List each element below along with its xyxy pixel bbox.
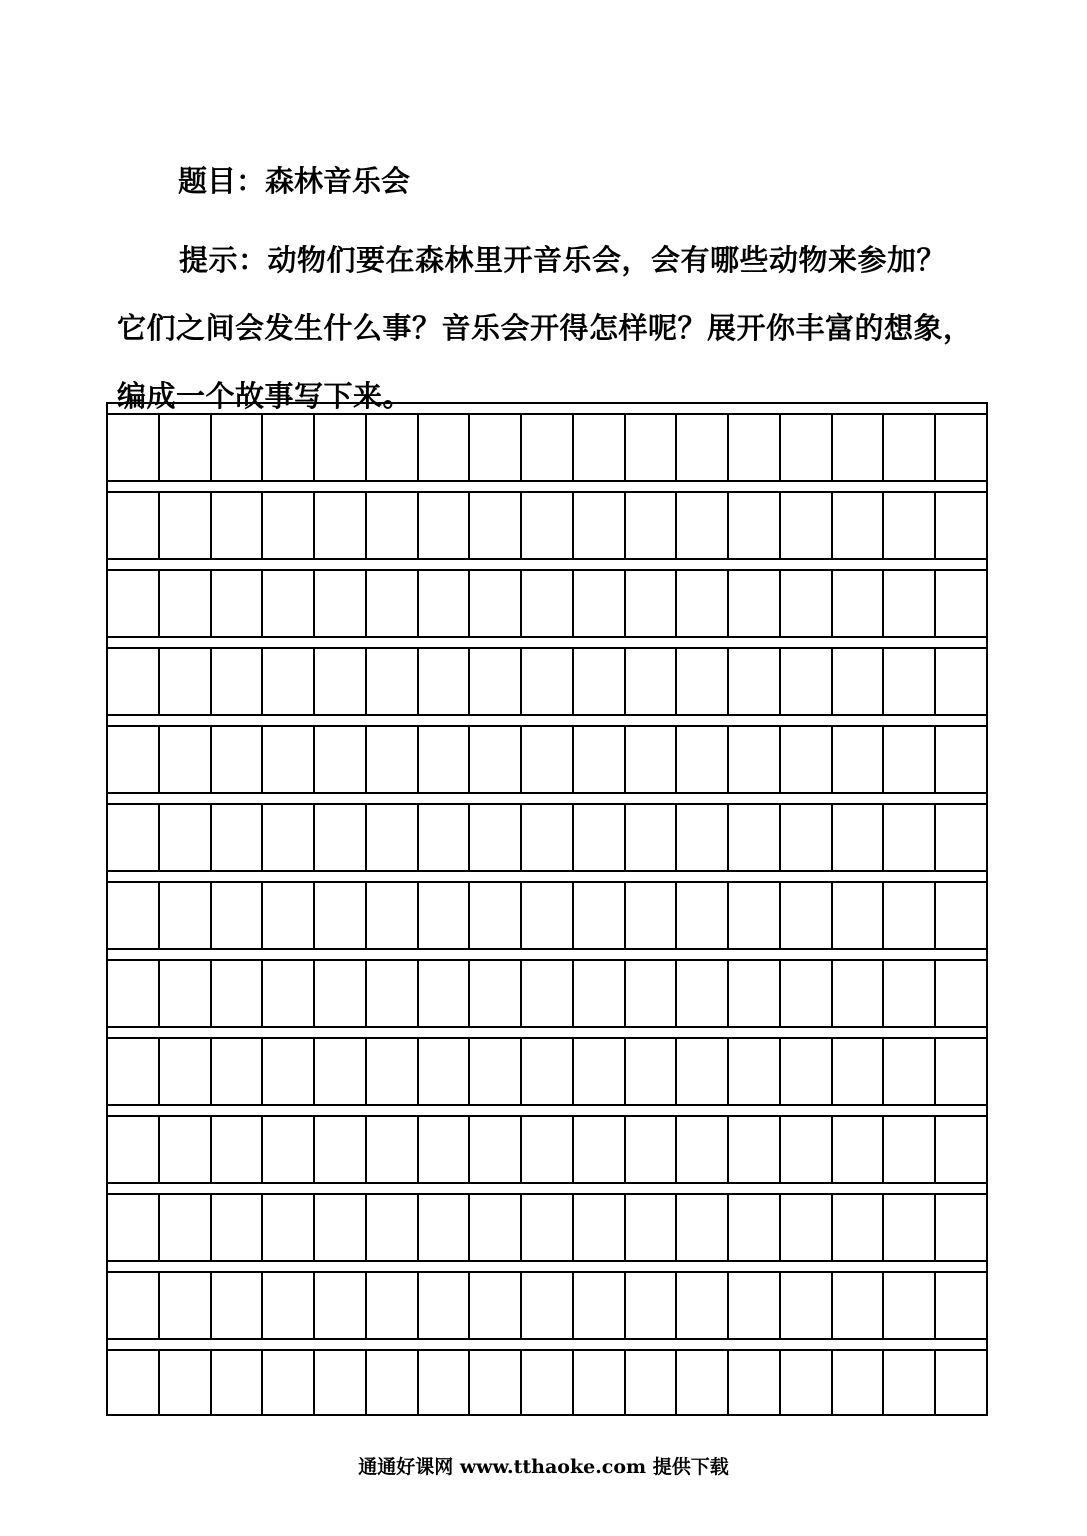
- writing-cell: [315, 1195, 367, 1260]
- grid-row-spacer: [108, 870, 986, 883]
- writing-cell: [626, 1351, 678, 1416]
- writing-cell: [315, 1351, 367, 1416]
- writing-cell: [574, 1351, 626, 1416]
- writing-cell: [884, 1351, 936, 1416]
- writing-cell: [936, 415, 986, 480]
- writing-cell: [315, 961, 367, 1026]
- writing-cell: [263, 415, 315, 480]
- writing-cell: [522, 883, 574, 948]
- writing-cell: [419, 961, 471, 1026]
- writing-cell: [626, 1195, 678, 1260]
- writing-cell: [729, 493, 781, 558]
- writing-cell: [781, 571, 833, 636]
- writing-cell: [419, 727, 471, 792]
- writing-cell: [419, 805, 471, 870]
- writing-cell: [884, 1273, 936, 1338]
- writing-cell: [212, 415, 264, 480]
- writing-cell: [315, 1039, 367, 1104]
- writing-cell: [263, 961, 315, 1026]
- writing-cell: [729, 805, 781, 870]
- writing-cell: [522, 961, 574, 1026]
- writing-cell: [160, 571, 212, 636]
- writing-cell: [367, 415, 419, 480]
- grid-row: [108, 870, 986, 948]
- writing-cell: [470, 493, 522, 558]
- writing-cell: [212, 1195, 264, 1260]
- writing-cell: [470, 415, 522, 480]
- writing-cell: [419, 493, 471, 558]
- writing-cell: [729, 415, 781, 480]
- writing-cell: [160, 493, 212, 558]
- grid-cells: [108, 883, 986, 948]
- writing-cell: [833, 571, 885, 636]
- writing-cell: [212, 1117, 264, 1182]
- writing-cell: [263, 805, 315, 870]
- writing-cell: [936, 805, 986, 870]
- writing-cell: [781, 1117, 833, 1182]
- writing-cell: [367, 805, 419, 870]
- writing-cell: [108, 805, 160, 870]
- essay-prompt: 提示：动物们要在森林里开音乐会，会有哪些动物来参加？它们之间会发生什么事？音乐会开得怎样呢？展开你丰富的想象，编成一个故事写下来。: [117, 243, 973, 413]
- writing-cell: [574, 493, 626, 558]
- writing-cell: [781, 961, 833, 1026]
- writing-cell: [574, 805, 626, 870]
- grid-row-spacer: [108, 1182, 986, 1195]
- writing-cell: [833, 649, 885, 714]
- writing-cell: [108, 1039, 160, 1104]
- grid-row-spacer: [108, 402, 986, 415]
- grid-cells: [108, 961, 986, 1026]
- writing-cell: [626, 727, 678, 792]
- writing-cell: [522, 1273, 574, 1338]
- writing-cell: [212, 1273, 264, 1338]
- writing-cell: [522, 571, 574, 636]
- writing-cell: [367, 883, 419, 948]
- writing-cell: [729, 1195, 781, 1260]
- writing-cell: [729, 571, 781, 636]
- writing-cell: [574, 1117, 626, 1182]
- grid-row: [108, 714, 986, 792]
- writing-cell: [470, 649, 522, 714]
- grid-row: [108, 1182, 986, 1260]
- writing-cell: [160, 1117, 212, 1182]
- writing-cell: [936, 649, 986, 714]
- writing-cell: [263, 1039, 315, 1104]
- writing-cell: [781, 1195, 833, 1260]
- writing-cell: [574, 1195, 626, 1260]
- writing-cell: [470, 571, 522, 636]
- writing-cell: [833, 415, 885, 480]
- writing-cell: [160, 1273, 212, 1338]
- writing-cell: [315, 883, 367, 948]
- writing-cell: [263, 727, 315, 792]
- writing-cell: [315, 727, 367, 792]
- writing-cell: [574, 1039, 626, 1104]
- writing-cell: [108, 649, 160, 714]
- writing-cell: [677, 1117, 729, 1182]
- writing-cell: [574, 883, 626, 948]
- grid-row: [108, 1026, 986, 1104]
- writing-cell: [367, 1351, 419, 1416]
- writing-cell: [470, 1039, 522, 1104]
- writing-cell: [833, 883, 885, 948]
- writing-cell: [677, 1351, 729, 1416]
- writing-cell: [729, 727, 781, 792]
- writing-cell: [884, 961, 936, 1026]
- writing-cell: [833, 1195, 885, 1260]
- writing-cell: [367, 961, 419, 1026]
- writing-cell: [884, 1195, 936, 1260]
- writing-cell: [263, 1273, 315, 1338]
- writing-cell: [263, 493, 315, 558]
- writing-cell: [522, 1351, 574, 1416]
- writing-cell: [936, 1351, 986, 1416]
- writing-cell: [729, 961, 781, 1026]
- grid-row-spacer: [108, 480, 986, 493]
- writing-cell: [522, 415, 574, 480]
- grid-row-spacer: [108, 948, 986, 961]
- writing-cell: [160, 1195, 212, 1260]
- writing-cell: [160, 415, 212, 480]
- writing-cell: [936, 961, 986, 1026]
- writing-cell: [626, 649, 678, 714]
- grid-row: [108, 636, 986, 714]
- writing-cell: [574, 649, 626, 714]
- writing-cell: [160, 883, 212, 948]
- writing-grid: [106, 402, 988, 1416]
- writing-cell: [781, 1273, 833, 1338]
- writing-cell: [884, 727, 936, 792]
- writing-cell: [833, 1273, 885, 1338]
- writing-cell: [212, 727, 264, 792]
- writing-cell: [108, 1351, 160, 1416]
- writing-cell: [936, 727, 986, 792]
- writing-cell: [160, 805, 212, 870]
- writing-cell: [108, 883, 160, 948]
- writing-cell: [522, 1117, 574, 1182]
- writing-cell: [884, 571, 936, 636]
- grid-row: [108, 792, 986, 870]
- writing-cell: [884, 1039, 936, 1104]
- writing-cell: [677, 571, 729, 636]
- writing-cell: [212, 649, 264, 714]
- writing-cell: [470, 1351, 522, 1416]
- writing-cell: [212, 961, 264, 1026]
- writing-cell: [781, 883, 833, 948]
- grid-row: [108, 480, 986, 558]
- writing-cell: [108, 961, 160, 1026]
- writing-cell: [367, 1039, 419, 1104]
- writing-cell: [367, 1117, 419, 1182]
- writing-cell: [677, 805, 729, 870]
- writing-cell: [936, 571, 986, 636]
- writing-cell: [936, 883, 986, 948]
- writing-cell: [160, 649, 212, 714]
- writing-cell: [781, 493, 833, 558]
- writing-cell: [367, 493, 419, 558]
- writing-cell: [160, 961, 212, 1026]
- grid-row-spacer: [108, 792, 986, 805]
- writing-cell: [315, 805, 367, 870]
- grid-row-spacer: [108, 1104, 986, 1117]
- writing-cell: [212, 805, 264, 870]
- grid-cells: [108, 571, 986, 636]
- grid-cells: [108, 805, 986, 870]
- writing-cell: [729, 1039, 781, 1104]
- writing-cell: [367, 1195, 419, 1260]
- writing-cell: [677, 1195, 729, 1260]
- writing-cell: [677, 493, 729, 558]
- writing-cell: [626, 493, 678, 558]
- writing-cell: [315, 571, 367, 636]
- writing-cell: [212, 493, 264, 558]
- grid-cells: [108, 727, 986, 792]
- grid-row: [108, 402, 986, 480]
- writing-cell: [108, 1195, 160, 1260]
- writing-cell: [781, 727, 833, 792]
- writing-cell: [263, 571, 315, 636]
- writing-cell: [315, 649, 367, 714]
- grid-cells: [108, 493, 986, 558]
- writing-cell: [367, 649, 419, 714]
- grid-cells: [108, 1351, 986, 1416]
- writing-cell: [108, 571, 160, 636]
- writing-cell: [833, 727, 885, 792]
- writing-cell: [884, 649, 936, 714]
- essay-title: 题目：森林音乐会: [178, 164, 411, 198]
- writing-cell: [936, 493, 986, 558]
- grid-cells: [108, 1117, 986, 1182]
- writing-cell: [574, 1273, 626, 1338]
- writing-cell: [781, 1351, 833, 1416]
- writing-cell: [936, 1117, 986, 1182]
- writing-cell: [470, 1117, 522, 1182]
- writing-cell: [367, 571, 419, 636]
- writing-cell: [626, 1117, 678, 1182]
- writing-cell: [574, 727, 626, 792]
- writing-cell: [522, 1195, 574, 1260]
- writing-cell: [315, 415, 367, 480]
- writing-cell: [574, 415, 626, 480]
- writing-cell: [470, 883, 522, 948]
- writing-cell: [884, 805, 936, 870]
- grid-cells: [108, 415, 986, 480]
- writing-cell: [263, 883, 315, 948]
- writing-cell: [212, 1351, 264, 1416]
- footer-credit: 通通好课网 www.tthaoke.com 提供下载: [358, 1456, 729, 1478]
- writing-cell: [419, 883, 471, 948]
- writing-cell: [833, 1351, 885, 1416]
- grid-row-spacer: [108, 1338, 986, 1351]
- grid-row-spacer: [108, 1026, 986, 1039]
- writing-cell: [677, 1273, 729, 1338]
- writing-cell: [419, 649, 471, 714]
- writing-cell: [160, 727, 212, 792]
- grid-row-spacer: [108, 714, 986, 727]
- writing-cell: [677, 883, 729, 948]
- writing-cell: [419, 1195, 471, 1260]
- writing-cell: [315, 1273, 367, 1338]
- writing-cell: [574, 961, 626, 1026]
- writing-cell: [522, 727, 574, 792]
- writing-cell: [419, 571, 471, 636]
- writing-cell: [833, 1117, 885, 1182]
- writing-cell: [781, 805, 833, 870]
- writing-cell: [729, 1273, 781, 1338]
- writing-cell: [160, 1039, 212, 1104]
- writing-cell: [522, 493, 574, 558]
- writing-cell: [212, 883, 264, 948]
- grid-row: [108, 948, 986, 1026]
- writing-cell: [781, 649, 833, 714]
- writing-cell: [884, 1117, 936, 1182]
- grid-row: [108, 558, 986, 636]
- writing-cell: [522, 1039, 574, 1104]
- writing-cell: [108, 727, 160, 792]
- grid-row-spacer: [108, 1260, 986, 1273]
- writing-cell: [108, 493, 160, 558]
- grid-cells: [108, 649, 986, 714]
- writing-cell: [677, 649, 729, 714]
- grid-row-spacer: [108, 636, 986, 649]
- writing-cell: [626, 571, 678, 636]
- writing-cell: [626, 883, 678, 948]
- writing-cell: [936, 1273, 986, 1338]
- writing-cell: [212, 1039, 264, 1104]
- grid-row: [108, 1338, 986, 1416]
- writing-cell: [315, 493, 367, 558]
- writing-cell: [470, 805, 522, 870]
- writing-cell: [315, 1117, 367, 1182]
- writing-cell: [729, 883, 781, 948]
- writing-cell: [936, 1039, 986, 1104]
- writing-cell: [212, 571, 264, 636]
- writing-cell: [729, 1351, 781, 1416]
- grid-row: [108, 1104, 986, 1182]
- writing-cell: [884, 883, 936, 948]
- writing-cell: [160, 1351, 212, 1416]
- grid-cells: [108, 1273, 986, 1338]
- writing-cell: [470, 961, 522, 1026]
- grid-row-spacer: [108, 558, 986, 571]
- writing-cell: [626, 961, 678, 1026]
- writing-cell: [781, 1039, 833, 1104]
- writing-cell: [677, 1039, 729, 1104]
- grid-cells: [108, 1039, 986, 1104]
- writing-cell: [419, 415, 471, 480]
- writing-cell: [729, 1117, 781, 1182]
- writing-cell: [263, 1195, 315, 1260]
- writing-cell: [108, 1117, 160, 1182]
- writing-cell: [263, 1117, 315, 1182]
- writing-cell: [833, 805, 885, 870]
- writing-cell: [677, 415, 729, 480]
- writing-cell: [884, 493, 936, 558]
- writing-cell: [626, 1273, 678, 1338]
- writing-cell: [419, 1351, 471, 1416]
- writing-cell: [833, 493, 885, 558]
- writing-cell: [626, 415, 678, 480]
- grid-cells: [108, 1195, 986, 1260]
- writing-cell: [781, 415, 833, 480]
- writing-cell: [833, 1039, 885, 1104]
- writing-cell: [367, 727, 419, 792]
- writing-cell: [419, 1117, 471, 1182]
- writing-cell: [470, 727, 522, 792]
- writing-cell: [470, 1195, 522, 1260]
- writing-cell: [677, 961, 729, 1026]
- writing-cell: [522, 649, 574, 714]
- writing-cell: [367, 1273, 419, 1338]
- writing-cell: [419, 1039, 471, 1104]
- writing-cell: [677, 727, 729, 792]
- grid-row: [108, 1260, 986, 1338]
- writing-cell: [626, 1039, 678, 1104]
- writing-cell: [419, 1273, 471, 1338]
- writing-cell: [574, 571, 626, 636]
- writing-cell: [936, 1195, 986, 1260]
- writing-cell: [108, 415, 160, 480]
- writing-cell: [108, 1273, 160, 1338]
- writing-cell: [884, 415, 936, 480]
- writing-cell: [470, 1273, 522, 1338]
- writing-cell: [263, 649, 315, 714]
- writing-cell: [729, 649, 781, 714]
- writing-cell: [626, 805, 678, 870]
- writing-cell: [263, 1351, 315, 1416]
- writing-cell: [833, 961, 885, 1026]
- writing-cell: [522, 805, 574, 870]
